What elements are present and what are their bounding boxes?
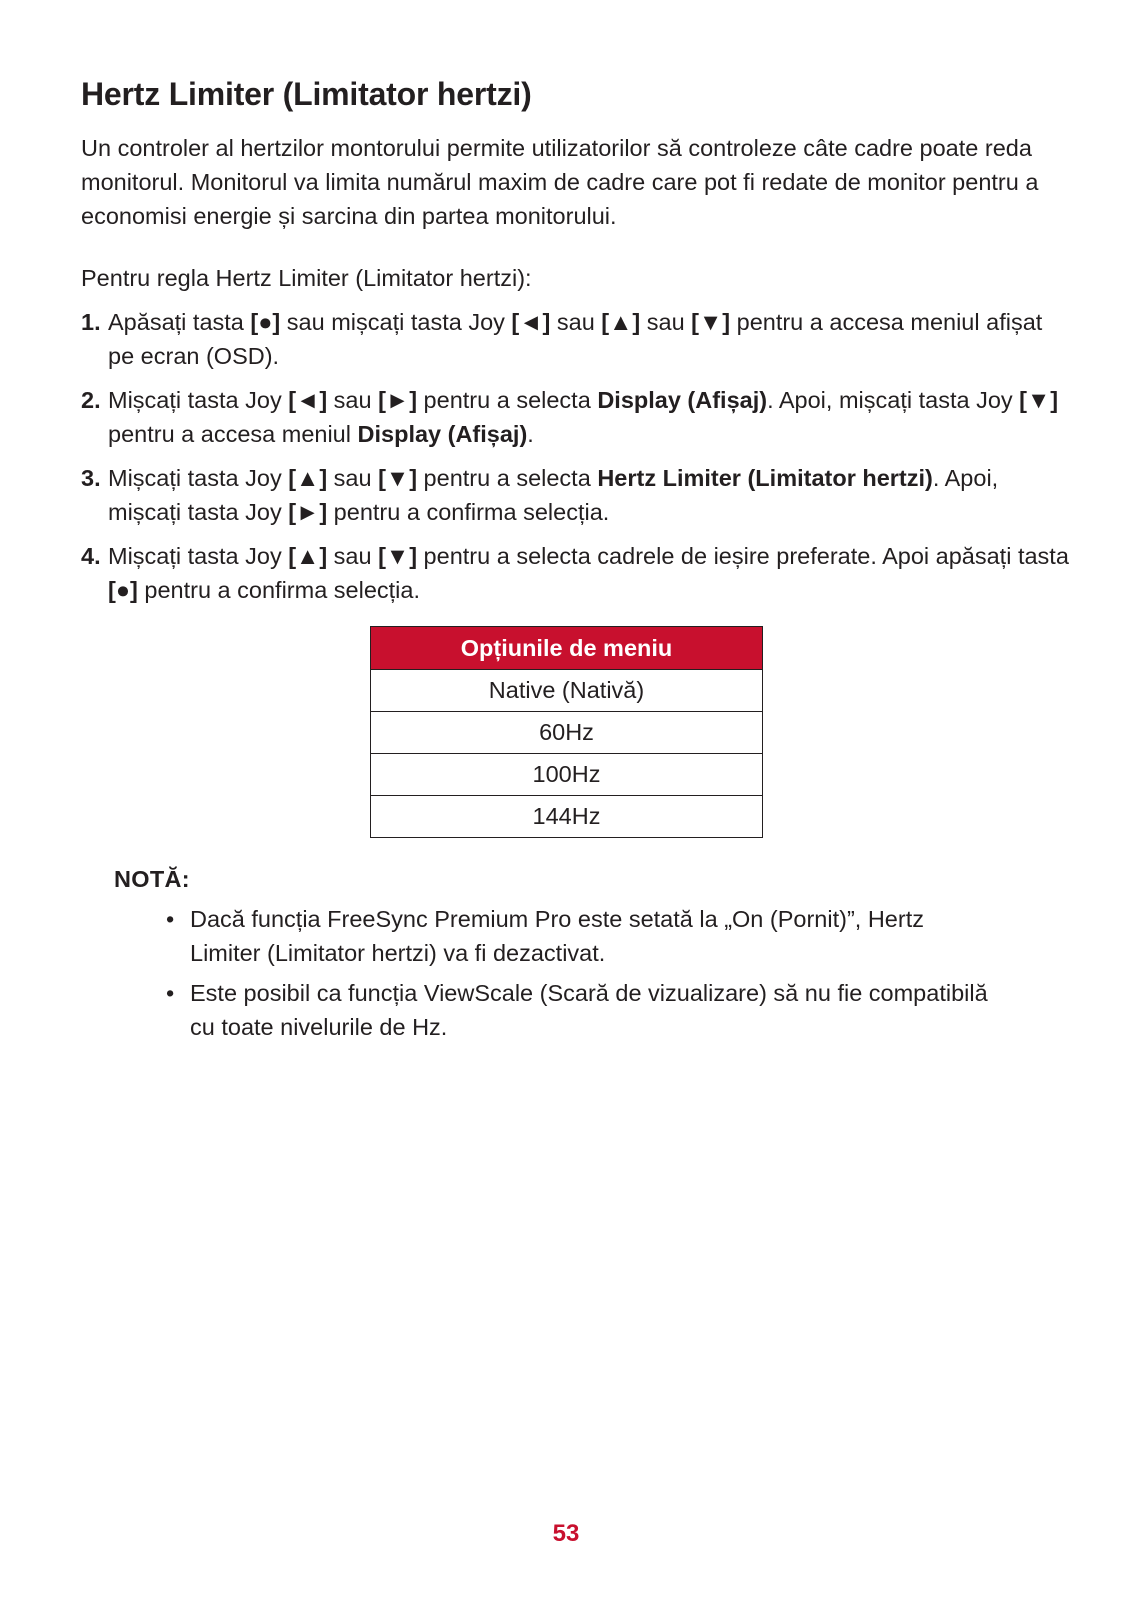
section-title: Hertz Limiter (Limitator hertzi): [81, 76, 532, 112]
key-left: [◄]: [288, 387, 328, 413]
step-number: 3.: [81, 465, 101, 491]
step-number: 2.: [81, 387, 101, 413]
intro-paragraph: Un controler al hertzilor montorului permite utilizatorilor să controleze câte cadre poate reda monitorul. Monitorul va limita numărul maxim de cadre care pot fi redate de monitor pentru a economisi energie și sarcina din partea monitorului.: [81, 135, 1039, 229]
menu-term: Display (Afișaj): [597, 387, 768, 413]
table-cell: 144Hz: [371, 796, 763, 838]
list-item: [114, 902, 994, 970]
key-left: [◄]: [511, 309, 551, 335]
note-text: Este posibil ca funcția ViewScale (Scară de vizualizare) să nu fie compatibilă cu toate nivelurile de Hz.: [190, 980, 988, 1040]
step-number: 4.: [81, 543, 101, 569]
table-cell: 100Hz: [371, 754, 763, 796]
menu-term: Display (Afișaj): [357, 421, 528, 447]
table-cell: 60Hz: [371, 712, 763, 754]
table-row: [371, 712, 763, 754]
menu-term: Hertz Limiter (Limitator hertzi): [597, 465, 933, 491]
page-number: 53: [552, 1520, 580, 1547]
steps-list: [81, 305, 1071, 617]
key-up: [▲]: [288, 465, 328, 491]
key-enter: [●]: [108, 577, 138, 603]
key-right: [►]: [288, 499, 328, 525]
note-list: [114, 902, 994, 1050]
table-row: [371, 796, 763, 838]
key-enter: [●]: [250, 309, 281, 335]
table-cell: Native (Nativă): [371, 670, 763, 712]
table-row: [371, 754, 763, 796]
step-2: 2. Mișcați tasta Joy [◄] sau [►] pentru a selecta Display (Afișaj). Apoi, mișcați tasta Joy [▼] pentru a accesa meniul Display (Afișaj).: [81, 383, 1071, 451]
table-row: [371, 670, 763, 712]
key-right: [►]: [378, 387, 418, 413]
menu-options-table: [370, 626, 763, 838]
note-title: NOTĂ:: [114, 866, 190, 892]
note-text: Dacă funcția FreeSync Premium Pro este setată la „On (Pornit)”, Hertz Limiter (Limitator hertzi) va fi dezactivat.: [190, 906, 924, 966]
list-item: [114, 976, 994, 1044]
procedure-lead: Pentru regla Hertz Limiter (Limitator hertzi):: [81, 265, 532, 291]
table-header-row: [371, 627, 763, 670]
key-up: [▲]: [601, 309, 641, 335]
step-number: 1.: [81, 309, 101, 335]
bullet-icon: •: [166, 906, 175, 932]
step-4: 4. Mișcați tasta Joy [▲] sau [▼] pentru a selecta cadrele de ieșire preferate. Apoi apăsați tasta [●] pentru a confirma selecția.: [81, 539, 1071, 607]
key-up: [▲]: [288, 543, 328, 569]
step-3: 3. Mișcați tasta Joy [▲] sau [▼] pentru a selecta Hertz Limiter (Limitator hertzi). Apoi, mișcați tasta Joy [►] pentru a confirma selecția.: [81, 461, 1071, 529]
key-down: [▼]: [691, 309, 731, 335]
bullet-icon: •: [166, 980, 175, 1006]
key-down: [▼]: [1019, 387, 1059, 413]
step-1: 1. Apăsați tasta [●] sau mișcați tasta Joy [◄] sau [▲] sau [▼] pentru a accesa meniul afișat pe ecran (OSD).: [81, 305, 1071, 373]
key-down: [▼]: [378, 543, 418, 569]
table-header: Opțiunile de meniu: [371, 627, 763, 670]
key-down: [▼]: [378, 465, 418, 491]
